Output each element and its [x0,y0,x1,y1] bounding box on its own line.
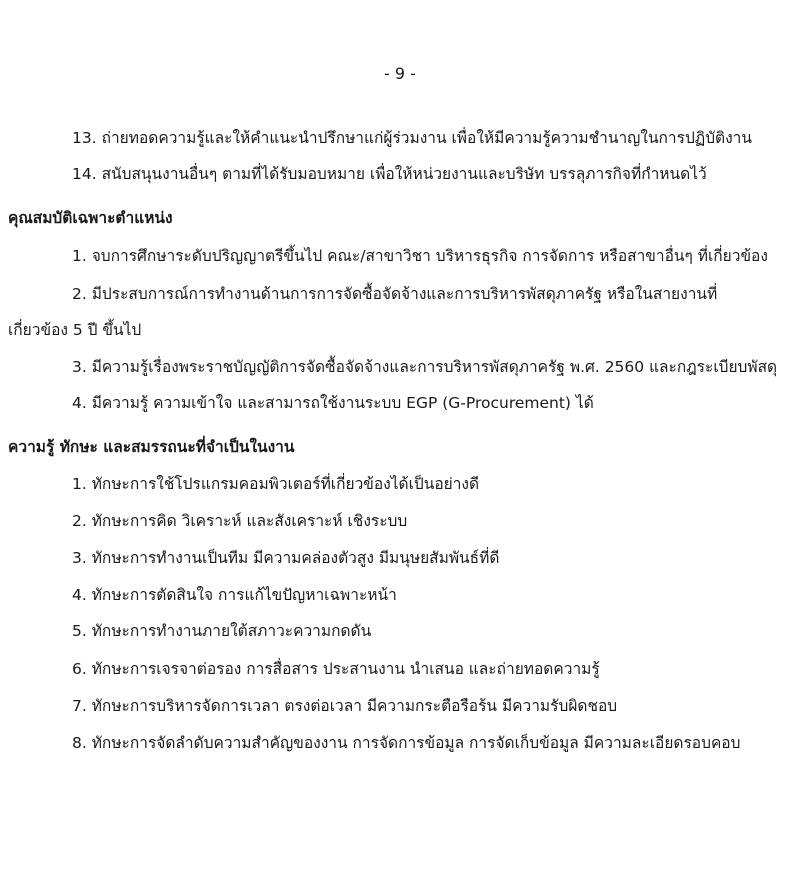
skills-heading: ความรู้ ทักษะ และสมรรถนะที่จำเป็นในงาน [8,438,295,456]
duty-item-14: 14. สนับสนุนงานอื่นๆ ตามที่ได้รับมอบหมาย เพื่อให้หน่วยงานและบริษัท บรรลุภารกิจที่กำหนดไว้ [72,165,707,183]
skill-item-2: 2. ทักษะการคิด วิเคราะห์ และสังเคราะห์ เชิงระบบ [72,512,408,530]
skill-item-7: 7. ทักษะการบริหารจัดการเวลา ตรงต่อเวลา มีความกระตือรือร้น มีความรับผิดชอบ [72,697,618,715]
duty-item-13: 13. ถ่ายทอดความรู้และให้คำแนะนำปรึกษาแก่ผู้ร่วมงาน เพื่อให้มีความรู้ความชำนาญในการปฏิบัติงาน [72,129,752,147]
skill-item-6: 6. ทักษะการเจรจาต่อรอง การสื่อสาร ประสานงาน นำเสนอ และถ่ายทอดความรู้ [72,660,600,678]
skill-item-1: 1. ทักษะการใช้โปรแกรมคอมพิวเตอร์ที่เกี่ยวข้องได้เป็นอย่างดี [72,475,480,493]
skill-item-8: 8. ทักษะการจัดลำดับความสำคัญของงาน การจัดการข้อมูล การจัดเก็บข้อมูล มีความละเอียดรอบคอบ [72,734,741,752]
qualification-item-4: 4. มีความรู้ ความเข้าใจ และสามารถใช้งานระบบ EGP (G-Procurement) ได้ [72,394,594,412]
skill-item-3: 3. ทักษะการทำงานเป็นทีม มีความคล่องตัวสูง มีมนุษยสัมพันธ์ที่ดี [72,549,500,567]
skill-item-5: 5. ทักษะการทำงานภายใต้สภาวะความกดดัน [72,622,372,640]
qualifications-heading: คุณสมบัติเฉพาะตำแหน่ง [8,209,173,227]
qualification-item-2-continuation: เกี่ยวข้อง 5 ปี ขึ้นไป [8,321,142,339]
qualification-item-3: 3. มีความรู้เรื่องพระราชบัญญัติการจัดซื้อจัดจ้างและการบริหารพัสดุภาครัฐ พ.ศ. 2560 และกฎระเบียบพัสดุ [72,358,778,376]
skill-item-4: 4. ทักษะการตัดสินใจ การแก้ไขปัญหาเฉพาะหน้า [72,586,397,604]
qualification-item-2: 2. มีประสบการณ์การทำงานด้านการการจัดซื้อจัดจ้างและการบริหารพัสดุภาครัฐ หรือในสายงานที่ [72,285,718,303]
qualification-item-1: 1. จบการศึกษาระดับปริญญาตรีขึ้นไป คณะ/สาขาวิชา บริหารธุรกิจ การจัดการ หรือสาขาอื่นๆ ที่เกี่ยวข้อง [72,247,768,265]
page-number: - 9 - [384,64,416,83]
